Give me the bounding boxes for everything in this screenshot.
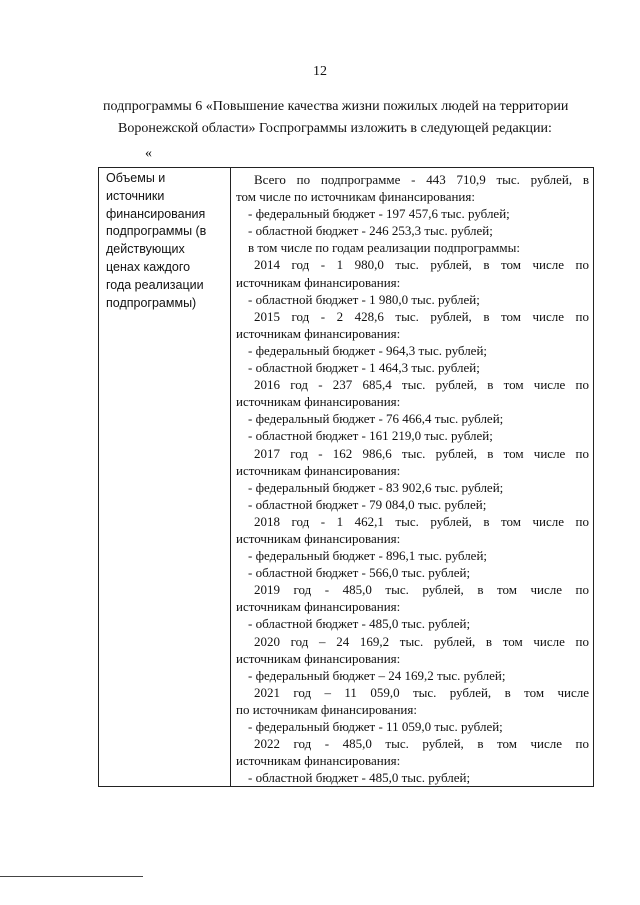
financing-detail-line: - областной бюджет - 1 980,0 тыс. рублей;: [248, 291, 480, 307]
intro-line-2: Воронежской области» Госпрограммы изложить в следующей редакции:: [118, 121, 552, 136]
financing-detail-line: источникам финансирования:: [236, 274, 401, 290]
financing-detail-line: - областной бюджет - 485,0 тыс. рублей;: [248, 770, 471, 786]
financing-detail-line: источникам финансирования:: [236, 462, 401, 478]
footnote-divider: [0, 876, 143, 877]
financing-detail-line: - областной бюджет - 161 219,0 тыс. рублей;: [248, 428, 493, 444]
financing-detail-line: - федеральный бюджет - 964,3 тыс. рублей;: [248, 342, 488, 358]
financing-label-cell: [99, 168, 231, 787]
financing-detail-line: 2021 год – 11 059,0 тыс. рублей, в том числе: [254, 684, 589, 700]
financing-detail-line: 2014 год - 1 980,0 тыс. рублей, в том числе по: [254, 257, 589, 273]
financing-label-line: действующих: [106, 242, 185, 257]
financing-detail-line: 2022 год - 485,0 тыс. рублей, в том числе по: [254, 736, 589, 752]
financing-label-line: подпрограммы (в: [106, 224, 207, 239]
financing-detail-line: - федеральный бюджет - 83 902,6 тыс. рублей;: [248, 479, 504, 495]
financing-detail-line: 2016 год - 237 685,4 тыс. рублей, в том числе по: [254, 377, 589, 393]
financing-detail-line: 2019 год - 485,0 тыс. рублей, в том числе по: [254, 582, 589, 598]
financing-detail-line: - областной бюджет - 79 084,0 тыс. рублей;: [248, 496, 487, 512]
financing-detail-line: 2018 год - 1 462,1 тыс. рублей, в том числе по: [254, 513, 589, 529]
financing-detail-line: источникам финансирования:: [236, 753, 401, 769]
financing-detail-line: источникам финансирования:: [236, 530, 401, 546]
financing-detail-line: том числе по источникам финансирования:: [236, 189, 475, 205]
financing-detail-line: по источникам финансирования:: [236, 701, 417, 717]
financing-detail-line: - федеральный бюджет – 24 169,2 тыс. рублей;: [248, 667, 506, 683]
financing-detail-line: - областной бюджет - 246 253,3 тыс. рублей;: [248, 223, 493, 239]
financing-label-line: года реализации: [106, 277, 204, 292]
financing-detail-line: 2020 год – 24 169,2 тыс. рублей, в том числе по: [254, 633, 589, 649]
financing-label-line: ценах каждого: [106, 259, 191, 274]
financing-detail-line: источникам финансирования:: [236, 394, 401, 410]
financing-detail-line: источникам финансирования:: [236, 325, 401, 341]
financing-detail-line: - федеральный бюджет - 76 466,4 тыс. рублей;: [248, 411, 504, 427]
financing-label-line: источники: [106, 188, 165, 203]
financing-detail-line: - федеральный бюджет - 11 059,0 тыс. рублей;: [248, 719, 503, 734]
financing-detail-line: - федеральный бюджет - 197 457,6 тыс. рублей;: [248, 206, 510, 222]
financing-label-line: подпрограммы): [106, 295, 197, 310]
financing-detail-line: 2015 год - 2 428,6 тыс. рублей, в том числе по: [254, 308, 589, 324]
page-number: 12: [313, 64, 327, 79]
financing-detail-line: - областной бюджет - 485,0 тыс. рублей;: [248, 616, 471, 632]
opening-quote: «: [145, 146, 152, 161]
financing-detail-line: - областной бюджет - 1 464,3 тыс. рублей;: [248, 360, 480, 376]
financing-detail-line: источникам финансирования:: [236, 599, 401, 615]
financing-label-line: Объемы и: [106, 171, 166, 185]
financing-detail-line: 2017 год - 162 986,6 тыс. рублей, в том числе по: [254, 445, 589, 461]
financing-detail-line: - областной бюджет - 566,0 тыс. рублей;: [248, 565, 471, 581]
financing-detail-line: источникам финансирования:: [236, 650, 401, 666]
financing-label-line: финансирования: [106, 206, 206, 221]
financing-detail-line: - федеральный бюджет - 896,1 тыс. рублей;: [248, 548, 488, 564]
intro-line-1: подпрограммы 6 «Повышение качества жизни пожилых людей на территории: [103, 99, 569, 114]
financing-details-cell: [231, 168, 594, 787]
financing-table: [98, 167, 594, 787]
table-row: [99, 168, 594, 787]
financing-detail-line: Всего по подпрограмме - 443 710,9 тыс. рублей, в: [254, 172, 589, 187]
financing-detail-line: в том числе по годам реализации подпрограммы:: [248, 240, 520, 256]
